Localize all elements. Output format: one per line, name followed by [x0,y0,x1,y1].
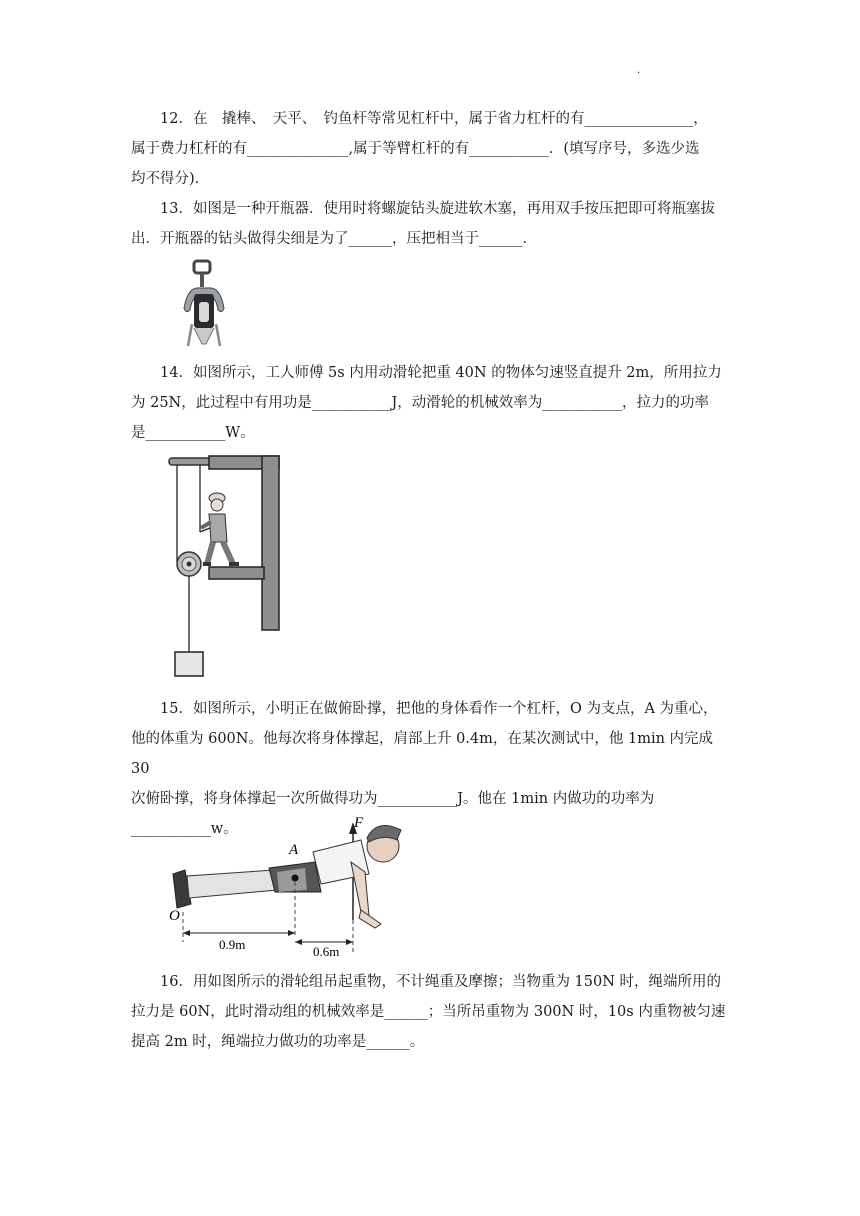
q14-line-1: 14．如图所示，工人师傅 5s 内用动滑轮把重 40N 的物体匀速竖直提升 2m，所用拉力 [160,365,722,381]
question-13 [131,194,729,254]
q16-line-2: 拉力是 60N，此时滑动组的机械效率是______；当所吊重物为 300N 时，10s 内重物被匀速 [131,1004,726,1020]
q12-line-1: 12．在 撬棒、 天平、 钓鱼杆等常见杠杆中，属于省力杠杆的有_______________， [160,111,708,127]
corner-mark: · [637,68,641,79]
q15-line-4: ___________w。 [131,821,238,837]
q16-line-1: 16．用如图所示的滑轮组吊起重物，不计绳重及摩擦；当物重为 150N 时，绳端所用的 [160,974,722,990]
label-f: F [354,815,364,831]
pushup-figure [165,812,410,958]
dim-label-right: 0.6m [313,944,340,958]
q13-line-1: 13．如图是一种开瓶器．使用时将螺旋钻头旋进软木塞，再用双手按压把即可将瓶塞拔 [160,201,715,217]
center-of-gravity-point [292,875,299,882]
weight-block [175,652,203,676]
person-icon [173,826,401,929]
label-o: O [169,908,180,924]
q15-line-3: 次俯卧撑，将身体撑起一次所做得功为___________J。他在 1min 内做功的功率为 [131,791,655,807]
q12-line-3: 均不得分)． [131,171,210,187]
platform [209,567,264,579]
wall-column [262,456,279,630]
question-14 [131,358,729,448]
pulley-figure [165,452,285,680]
corkscrew-icon [184,261,224,346]
worker-icon [201,493,239,564]
q13-line-2: 出．开瓶器的钻头做得尖细是为了______，压把相当于______． [131,231,537,247]
dim-label-left: 0.9m [219,937,246,952]
q16-line-3: 提高 2m 时，绳端拉力做功的功率是______。 [131,1034,425,1050]
question-12 [131,104,729,194]
q15-line-1: 15．如图所示，小明正在做俯卧撑，把他的身体看作一个杠杆，O 为支点，A 为重心， [160,701,718,717]
overhang-rod [169,458,215,465]
corkscrew-figure [178,258,230,350]
q15-line-2: 他的体重为 600N。他每次将身体撑起，肩部上升 0.4m，在某次测试中，他 1min 内完成 30 [131,731,714,777]
q12-line-2: 属于费力杠杆的有______________,属于等臂杠杆的有___________．(填写序号，多选少选 [131,141,700,157]
q14-line-2: 为 25N，此过程中有用功是___________J，动滑轮的机械效率为___________，拉力的功率 [131,395,710,411]
question-16 [131,967,729,1057]
q14-line-3: 是___________W。 [131,425,255,441]
label-a: A [289,842,299,858]
pulley-wheel-icon [177,552,201,576]
